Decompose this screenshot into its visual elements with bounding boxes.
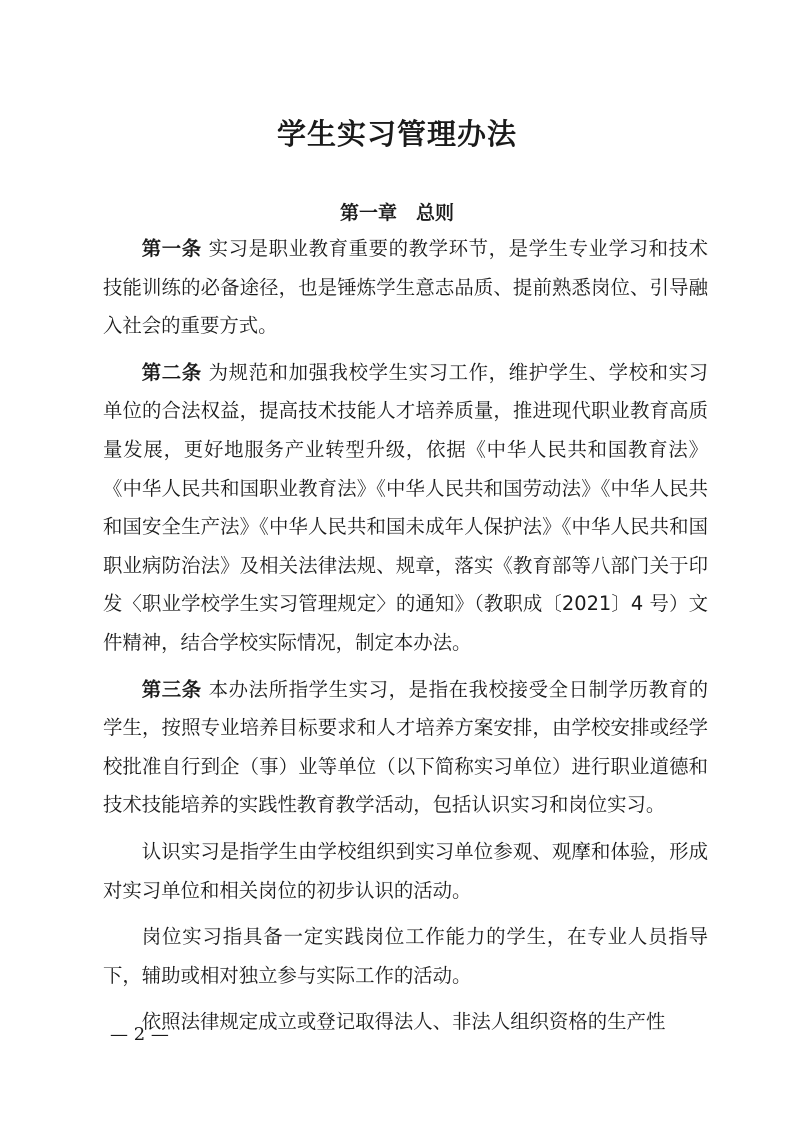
document-body: [103, 230, 708, 1050]
page-number: — 2 —: [110, 1024, 169, 1045]
article-text: 为规范和加强我校学生实习工作，维护学生、学校和实习单位的合法权益，提高技术技能人才培养质量，推进现代职业教育高质量发展，更好地服务产业转型升级，依据《中华人民共和国教育法》《中华人民共和国职业教育法》《中华人民共和国劳动法》《中华人民共和国安全生产法》《中华人民共和国未成年人保护法》《中华人民共和国职业病防治法》及相关法律法规、规章，落实《教育部等八部门关于印发〈职业学校学生实习管理规定〉的通知》（教职成〔2021〕4 号）文件精神，结合学校实际情况，制定本办法。: [103, 360, 709, 654]
paragraph-text: 岗位实习指具备一定实践岗位工作能力的学生，在专业人员指导下，辅助或相对独立参与实际工作的活动。: [103, 925, 708, 987]
article-paragraph: [103, 354, 708, 663]
body-paragraph: [103, 918, 708, 995]
body-paragraph: [103, 833, 708, 910]
paragraph-text: 依照法律规定成立或登记取得法人、非法人组织资格的生产性: [141, 1010, 666, 1034]
article-text: 本办法所指学生实习，是指在我校接受全日制学历教育的学生，按照专业培养目标要求和人才培养方案安排，由学校安排或经学校批准自行到企（事）业等单位（以下简称实习单位）进行职业道德和技术技能培养的实践性教育教学活动，包括认识实习和岗位实习。: [103, 677, 709, 817]
body-paragraph: [103, 1003, 708, 1042]
article-paragraph: [103, 230, 708, 346]
paragraph-text: 认识实习是指学生由学校组织到实习单位参观、观摩和体验，形成对实习单位和相关岗位的初步认识的活动。: [103, 839, 708, 902]
article-label: 第二条: [141, 360, 202, 384]
article-paragraph: [103, 671, 708, 825]
chapter-heading: 第一章 总则: [339, 202, 454, 224]
article-text: 实习是职业教育重要的教学环节，是学生专业学习和技术技能训练的必备途径，也是锤炼学生意志品质、提前熟悉岗位、引导融入社会的重要方式。: [103, 237, 709, 338]
article-label: 第一条: [141, 237, 202, 260]
document-title: 学生实习管理办法: [276, 117, 517, 151]
article-label: 第三条: [141, 677, 202, 701]
